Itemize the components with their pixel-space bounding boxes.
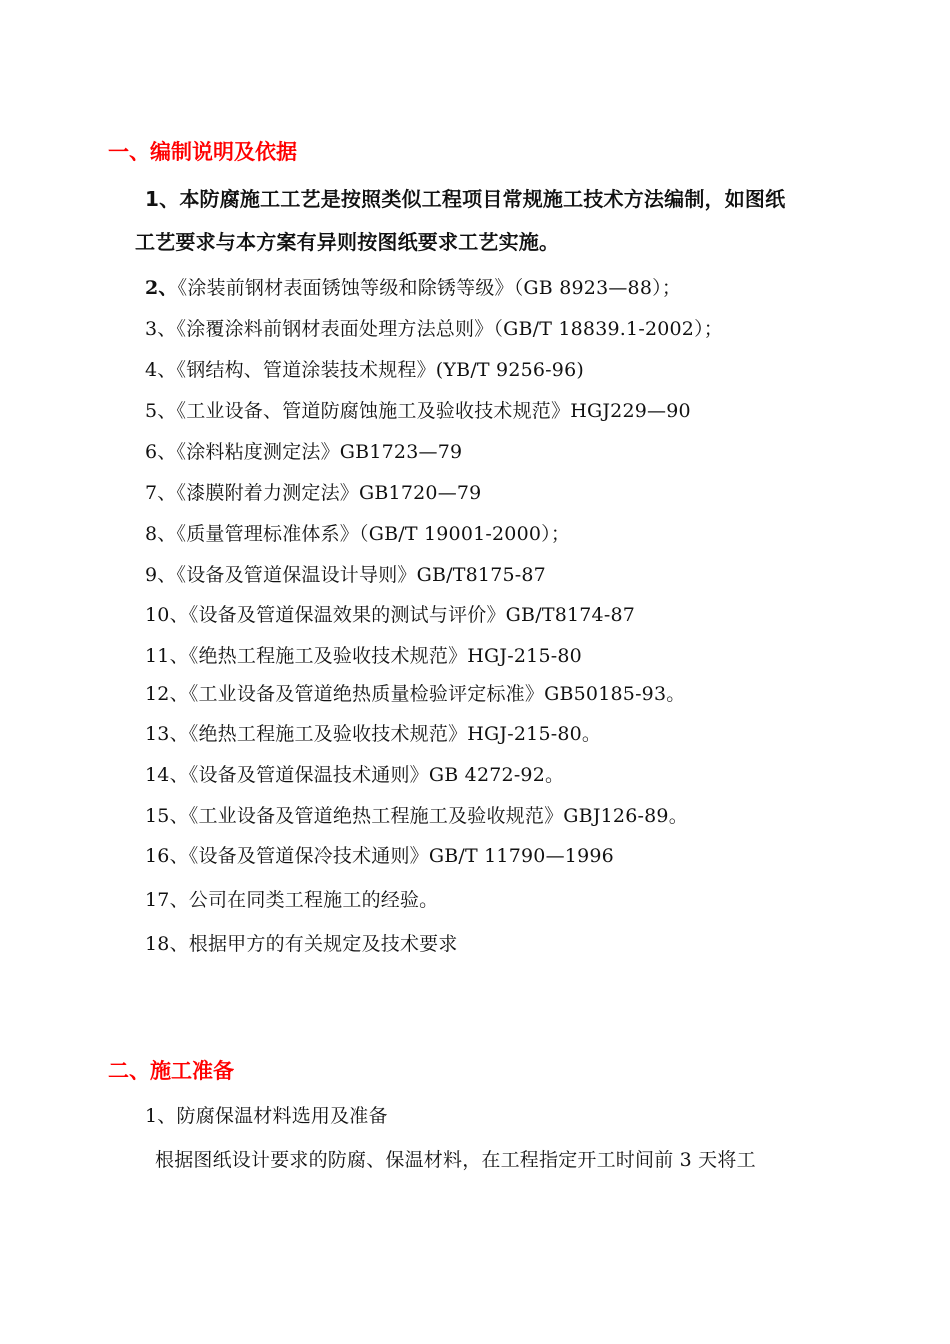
item-number: 9、	[145, 564, 177, 586]
section-heading-preparation: 二、施工准备	[108, 1059, 234, 1083]
list-item	[145, 847, 614, 866]
list-item	[145, 402, 691, 421]
list-item	[145, 606, 635, 625]
item-number: 1、	[145, 187, 180, 211]
item-text: 《工业设备、管道防腐蚀施工及验收技术规范》HGJ229—90	[176, 400, 691, 422]
item-number: 15、	[145, 805, 189, 827]
item-text: 公司在同类工程施工的经验。	[188, 889, 439, 911]
item-number: 5、	[145, 400, 177, 422]
item-number: 17、	[145, 889, 189, 911]
item-number: 3、	[145, 318, 177, 340]
item-text: 根据甲方的有关规定及技术要求	[188, 933, 458, 955]
list-item	[145, 935, 458, 954]
item-text: 《设备及管道保温技术通则》GB 4272-92。	[188, 764, 565, 786]
item-text: 《绝热工程施工及验收技术规范》HGJ-215-80。	[188, 723, 602, 745]
list-item-continuation	[135, 232, 559, 252]
item-text: 《工业设备及管道绝热质量检验评定标准》GB50185-93。	[188, 683, 686, 705]
item-number: 8、	[145, 523, 177, 545]
item-text: 本防腐施工工艺是按照类似工程项目常规施工技术方法编制，如图纸	[179, 187, 786, 211]
paragraph-line	[155, 1151, 756, 1170]
item-text: 《设备及管道保冷技术通则》GB/T 11790—1996	[188, 845, 614, 867]
list-item	[145, 189, 785, 209]
item-text: 《涂覆涂料前钢材表面处理方法总则》（GB/T 18839.1-2002）；	[176, 318, 723, 340]
item-text: 《涂装前钢材表面锈蚀等级和除锈等级》（GB 8923—88）；	[177, 277, 682, 299]
item-text: 《涂料粘度测定法》GB1723—79	[176, 441, 463, 463]
section-heading-basis: 一、编制说明及依据	[108, 140, 297, 164]
item-number: 4、	[145, 359, 177, 381]
item-number: 6、	[145, 441, 177, 463]
item-text: 《设备及管道保温设计导则》GB/T8175-87	[176, 564, 546, 586]
item-text: 工艺要求与本方案有异则按图纸要求工艺实施。	[135, 230, 560, 254]
list-item	[145, 725, 601, 744]
list-item	[145, 484, 481, 503]
item-text: 《工业设备及管道绝热工程施工及验收规范》GBJ126-89。	[188, 805, 688, 827]
item-number: 2、	[145, 277, 178, 299]
item-number: 11、	[145, 645, 189, 667]
item-text: 《设备及管道保温效果的测试与评价》GB/T8174-87	[188, 604, 636, 626]
item-number: 16、	[145, 845, 189, 867]
item-number: 13、	[145, 723, 189, 745]
item-text: 《绝热工程施工及验收技术规范》HGJ-215-80	[188, 645, 582, 667]
item-text: 《漆膜附着力测定法》GB1720—79	[176, 482, 482, 504]
list-item	[145, 1107, 388, 1126]
item-number: 14、	[145, 764, 189, 786]
list-item	[145, 766, 564, 785]
list-item	[145, 807, 688, 826]
list-item	[145, 685, 685, 704]
list-item	[145, 443, 462, 462]
list-item	[145, 525, 570, 544]
list-item	[145, 361, 584, 380]
item-number: 7、	[145, 482, 177, 504]
list-item	[145, 320, 723, 339]
item-text: 根据图纸设计要求的防腐、保温材料，在工程指定开工时间前 3 天将工	[155, 1149, 756, 1171]
list-item	[145, 566, 546, 585]
item-number: 10、	[145, 604, 189, 626]
item-number: 12、	[145, 683, 189, 705]
item-text: 防腐保温材料选用及准备	[176, 1105, 388, 1127]
list-item	[145, 647, 582, 666]
item-text: 《钢结构、管道涂装技术规程》(YB/T 9256-96)	[176, 359, 584, 381]
list-item	[145, 891, 438, 910]
item-number: 1、	[145, 1105, 177, 1127]
item-text: 《质量管理标准体系》（GB/T 19001-2000）；	[176, 523, 571, 545]
item-number: 18、	[145, 933, 189, 955]
list-item	[145, 279, 681, 298]
